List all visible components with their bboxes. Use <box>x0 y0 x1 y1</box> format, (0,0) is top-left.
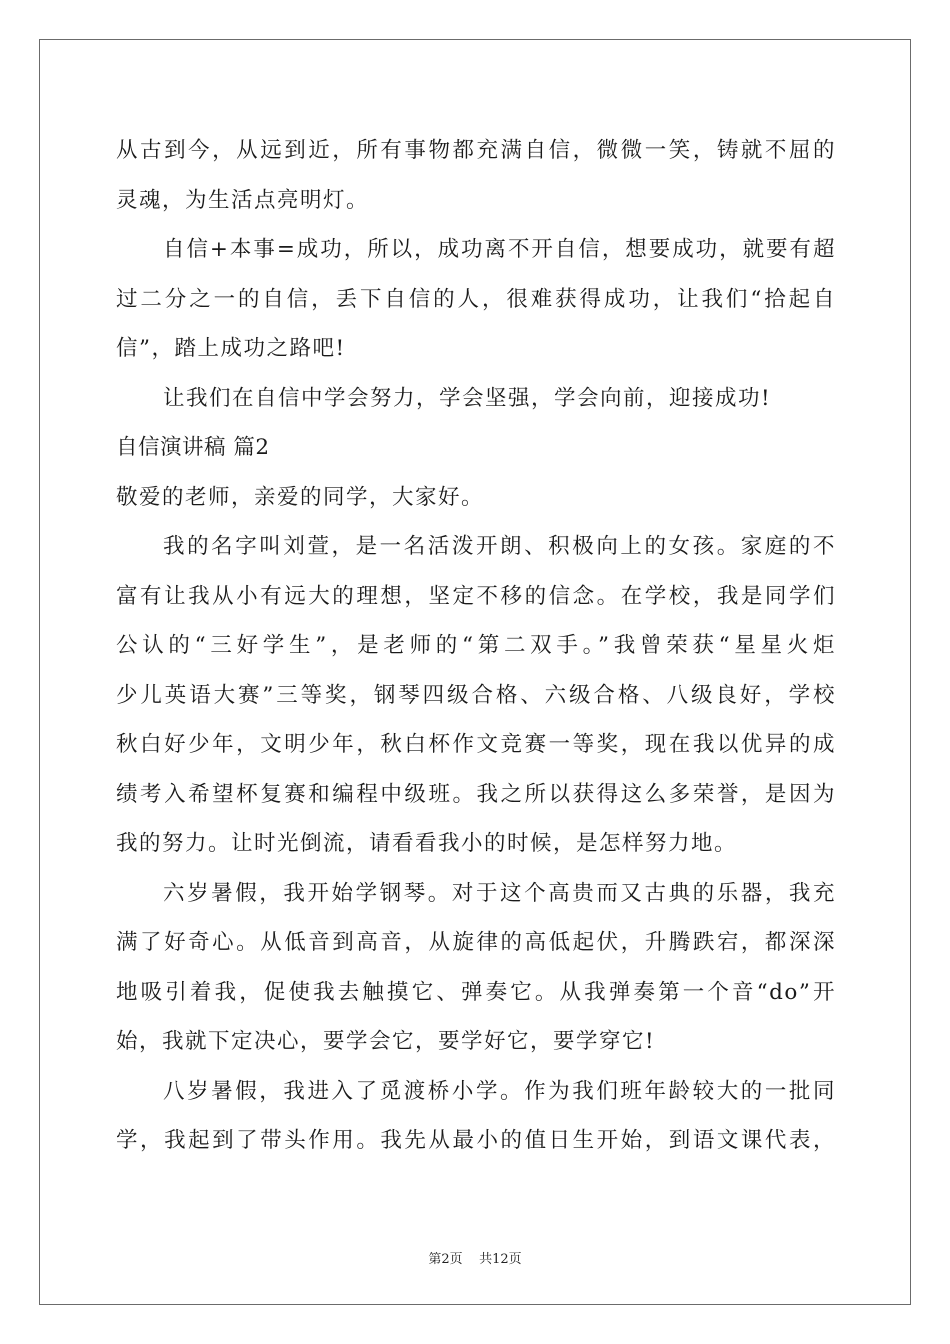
text-line: 始，我就下定决心，要学会它，要学好它，要学穿它! <box>116 1029 656 1054</box>
page-number: 第2页 <box>428 1252 463 1267</box>
greeting-line: 敬爱的老师，亲爱的同学，大家好。 <box>116 484 485 510</box>
paragraph-start: 八岁暑假，我进入了觅渡桥小学。作为我们班年龄较大的一批同 <box>163 1078 836 1104</box>
paragraph-start: 六岁暑假，我开始学钢琴。对于这个高贵而又古典的乐器，我充 <box>163 880 836 906</box>
text-line: 我的努力。让时光倒流，请看看我小的时候，是怎样努力地。 <box>116 831 738 856</box>
text-line: 绩考入希望杯复赛和编程中级班。我之所以获得这么多荣誉，是因为 <box>116 781 836 807</box>
text-line: 少儿英语大赛”三等奖，钢琴四级合格、六级合格、八级良好，学校 <box>116 682 836 708</box>
section-heading: 自信演讲稿 篇2 <box>116 435 270 460</box>
text-line: 学，我起到了带头作用。我先从最小的值日生开始，到语文课代表， <box>116 1128 836 1153</box>
text-line: 地吸引着我，促使我去触摸它、弹奏它。从我弹奏第一个音“do”开 <box>116 979 836 1005</box>
text-line: 信”，踏上成功之路吧! <box>116 336 346 361</box>
page-total: 共12页 <box>479 1252 522 1267</box>
text-line: 从古到今，从远到近，所有事物都充满自信，微微一笑，铸就不屈的 <box>116 138 836 163</box>
text-line: 灵魂，为生活点亮明灯。 <box>116 187 370 213</box>
paragraph-start: 我的名字叫刘萱，是一名活泼开朗、积极向上的女孩。家庭的不 <box>163 534 836 559</box>
paragraph-start: 让我们在自信中学会努力，学会坚强，学会向前，迎接成功! <box>163 385 772 411</box>
text-line: 过二分之一的自信，丢下自信的人，很难获得成功，让我们“拾起自 <box>116 286 836 312</box>
text-line: 富有让我从小有远大的理想，坚定不移的信念。在学校，我是同学们 <box>116 583 836 609</box>
text-line: 满了好奇心。从低音到高音，从旋律的高低起伏，升腾跌宕，都深深 <box>116 930 836 955</box>
text-line: 秋白好少年，文明少年，秋白杯作文竞赛一等奖，现在我以优异的成 <box>116 732 836 757</box>
page-footer <box>0 1248 950 1267</box>
text-line: 公认的“三好学生”，是老师的“第二双手。”我曾荣获“星星火炬 <box>116 633 836 658</box>
paragraph-start: 自信+本事=成功，所以，成功离不开自信，想要成功，就要有超 <box>163 237 836 262</box>
document-body <box>116 126 836 1166</box>
